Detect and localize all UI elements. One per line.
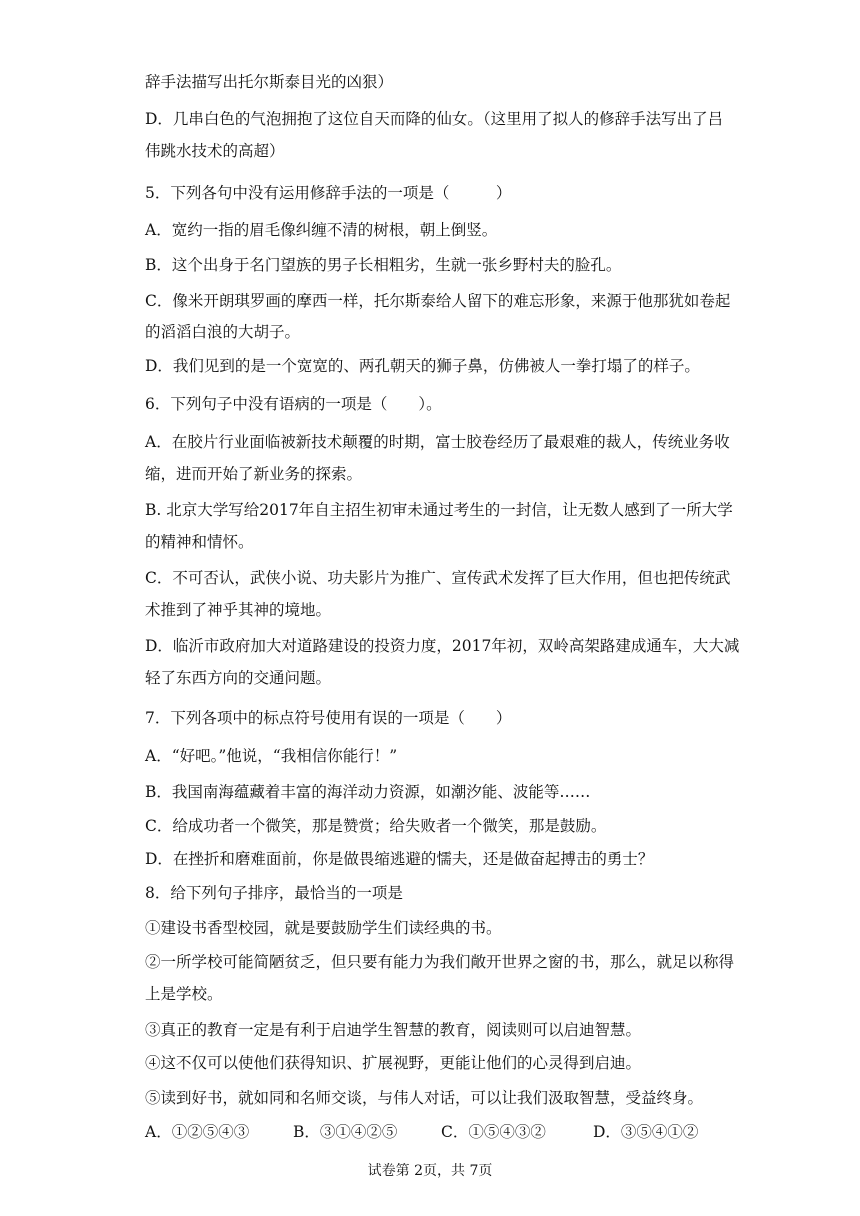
q5-option-c: C．像米开朗琪罗画的摩西一样，托尔斯泰给人留下的难忘形象，来源于他那犹如卷起	[145, 292, 731, 310]
q5-option-a: A．宽约一指的眉毛像纠缠不清的树根，朝上倒竖。	[145, 221, 498, 239]
question-8-stem: 8．给下列句子排序，最恰当的一项是	[145, 884, 403, 902]
q8-option-b: B．③①④②⑤	[293, 1123, 398, 1141]
q6-option-b: B. 北京大学写给2017年自主招生初审未通过考生的一封信，让无数人感到了一所大学	[145, 501, 733, 519]
q8-sentence-3: ③真正的教育一定是有利于启迪学生智慧的教育，阅读则可以启迪智慧。	[145, 1021, 642, 1039]
q7-option-b: B．我国南海蕴藏着丰富的海洋动力资源，如潮汐能、波能等……	[145, 783, 591, 801]
question-7-stem: 7．下列各项中的标点符号使用有误的一项是（ ）	[145, 709, 512, 727]
text-line: 辞手法描写出托尔斯泰目光的凶狠）	[145, 73, 394, 91]
text-line: 上是学校。	[145, 985, 223, 1003]
text-line: 的滔滔白浪的大胡子。	[145, 323, 301, 341]
text-line: 轻了东西方向的交通问题。	[145, 669, 332, 687]
text-line: 术推到了神乎其神的境地。	[145, 601, 332, 619]
text-line: D．几串白色的气泡拥抱了这位自天而降的仙女。（这里用了拟人的修辞手法写出了吕	[145, 110, 724, 128]
q5-option-d: D．我们见到的是一个宽宽的、两孔朝天的狮子鼻，仿佛被人一拳打塌了的样子。	[145, 357, 700, 375]
q6-option-a: A．在胶片行业面临被新技术颠覆的时期，富士胶卷经历了最艰难的裁人，传统业务收	[145, 433, 730, 451]
q5-option-b: B．这个出身于名门望族的男子长相粗劣，生就一张乡野村夫的脸孔。	[145, 256, 622, 274]
page-footer: 试卷第 2页，共 7页	[367, 1163, 493, 1179]
text-line: 缩，进而开始了新业务的探索。	[145, 465, 363, 483]
q8-sentence-1: ①建设书香型校园，就是要鼓励学生们读经典的书。	[145, 919, 502, 937]
text-line: 的精神和情怀。	[145, 533, 254, 551]
q8-sentence-5: ⑤读到好书，就如同和名师交谈，与伟人对话，可以让我们汲取智慧，受益终身。	[145, 1089, 704, 1107]
q8-options	[145, 1122, 725, 1142]
q8-sentence-4: ④这不仅可以使他们获得知识、扩展视野，更能让他们的心灵得到启迪。	[145, 1054, 642, 1072]
q7-option-c: C．给成功者一个微笑，那是赞赏；给失败者一个微笑，那是鼓励。	[145, 817, 607, 835]
q8-option-d: D．③⑤④①②	[593, 1123, 699, 1141]
q7-option-d: D．在挫折和磨难面前，你是做畏缩逃避的懦夫，还是做奋起搏击的勇士？	[145, 850, 654, 868]
question-5-stem: 5．下列各句中没有运用修辞手法的一项是（ ）	[145, 184, 512, 202]
q6-option-d: D．临沂市政府加大对道路建设的投资力度，2017年初，双岭高架路建成通车，大大减	[145, 637, 740, 655]
q8-option-a: A．①②⑤④③	[145, 1123, 250, 1141]
q6-option-c: C．不可否认，武侠小说、功夫影片为推广、宣传武术发挥了巨大作用，但也把传统武	[145, 569, 731, 587]
q8-sentence-2: ②一所学校可能简陋贫乏，但只要有能力为我们敞开世界之窗的书，那么，就足以称得	[145, 953, 735, 971]
text-line: 伟跳水技术的高超）	[145, 142, 285, 160]
question-6-stem: 6．下列句子中没有语病的一项是（ ）。	[145, 395, 442, 413]
q7-option-a: A．“好吧。”他说，“我相信你能行！”	[145, 747, 398, 765]
q8-option-c: C．①⑤④③②	[441, 1123, 546, 1141]
